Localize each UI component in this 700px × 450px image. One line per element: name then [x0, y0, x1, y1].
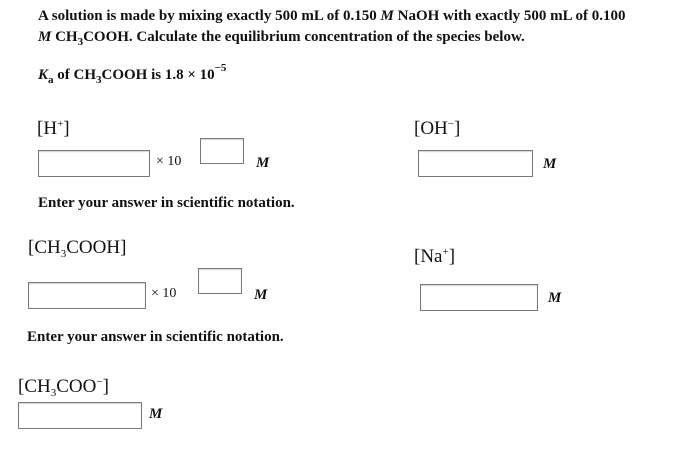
species-label-na-plus: [Na+] — [414, 246, 456, 267]
ka-symbol: K — [38, 67, 49, 83]
superscript: + — [57, 118, 64, 130]
subscript: 3 — [60, 248, 67, 260]
problem-line-1-tail: NaOH with exactly 500 mL of 0.100 — [397, 8, 626, 24]
molar-unit: M — [380, 8, 394, 24]
ch3cooh-mantissa-input[interactable] — [28, 282, 146, 309]
superscript: + — [442, 246, 449, 258]
species-base: COO — [56, 376, 97, 397]
superscript: − — [447, 118, 454, 130]
problem-line-1 — [38, 6, 626, 26]
species-label-h-plus: [H+] — [37, 118, 70, 139]
h-plus-mantissa-input[interactable] — [38, 150, 150, 177]
oh-minus-input[interactable] — [418, 150, 533, 177]
ch3coo-minus-input[interactable] — [18, 402, 142, 429]
molar-unit: M — [254, 287, 268, 303]
h-plus-exponent-input[interactable] — [200, 138, 244, 164]
species-base: Na — [420, 246, 443, 267]
ka-mid: of CH — [57, 67, 97, 83]
ch3cooh-exponent-input[interactable] — [198, 268, 242, 294]
sci-notation-hint: Enter your answer in scientific notation. — [38, 195, 295, 211]
species-text: CH — [55, 29, 78, 45]
na-plus-input[interactable] — [420, 284, 538, 311]
problem-line-2-tail: COOH. Calculate the equilibrium concentration of the species below. — [83, 29, 525, 45]
molar-unit: M — [543, 156, 557, 172]
subscript: 3 — [77, 36, 84, 48]
species-base: CH — [34, 237, 61, 258]
subscript: 3 — [50, 387, 57, 399]
subscript: 3 — [96, 74, 102, 86]
species-base: OH — [420, 118, 448, 139]
ka-statement — [38, 58, 226, 90]
molar-unit: M — [149, 406, 163, 422]
superscript: − — [96, 376, 103, 388]
sci-notation-hint: Enter your answer in scientific notation. — [27, 329, 284, 345]
subscript: a — [48, 74, 54, 86]
species-base: H — [43, 118, 58, 139]
species-base: COOH — [66, 237, 121, 258]
ka-exponent: −5 — [214, 62, 227, 74]
species-label-ch3cooh: $[CH_3COOH]$ — [28, 237, 127, 260]
problem-line-2 — [38, 27, 525, 52]
species-label-oh-minus: [OH−] — [414, 118, 461, 139]
ka-tail: COOH is 1.8 × 10 — [101, 67, 215, 83]
species-label-ch3coo-minus: $[CH_3COO^-]$ — [18, 376, 109, 399]
molar-unit: M — [38, 29, 52, 45]
times-ten: × 10 — [151, 286, 177, 301]
molar-unit: M — [548, 290, 562, 306]
molar-unit: M — [256, 155, 270, 171]
problem-line-1-text: A solution is made by mixing exactly 500 mL of 0.150 — [38, 8, 377, 24]
times-ten: × 10 — [156, 154, 182, 169]
species-base: CH — [24, 376, 51, 397]
